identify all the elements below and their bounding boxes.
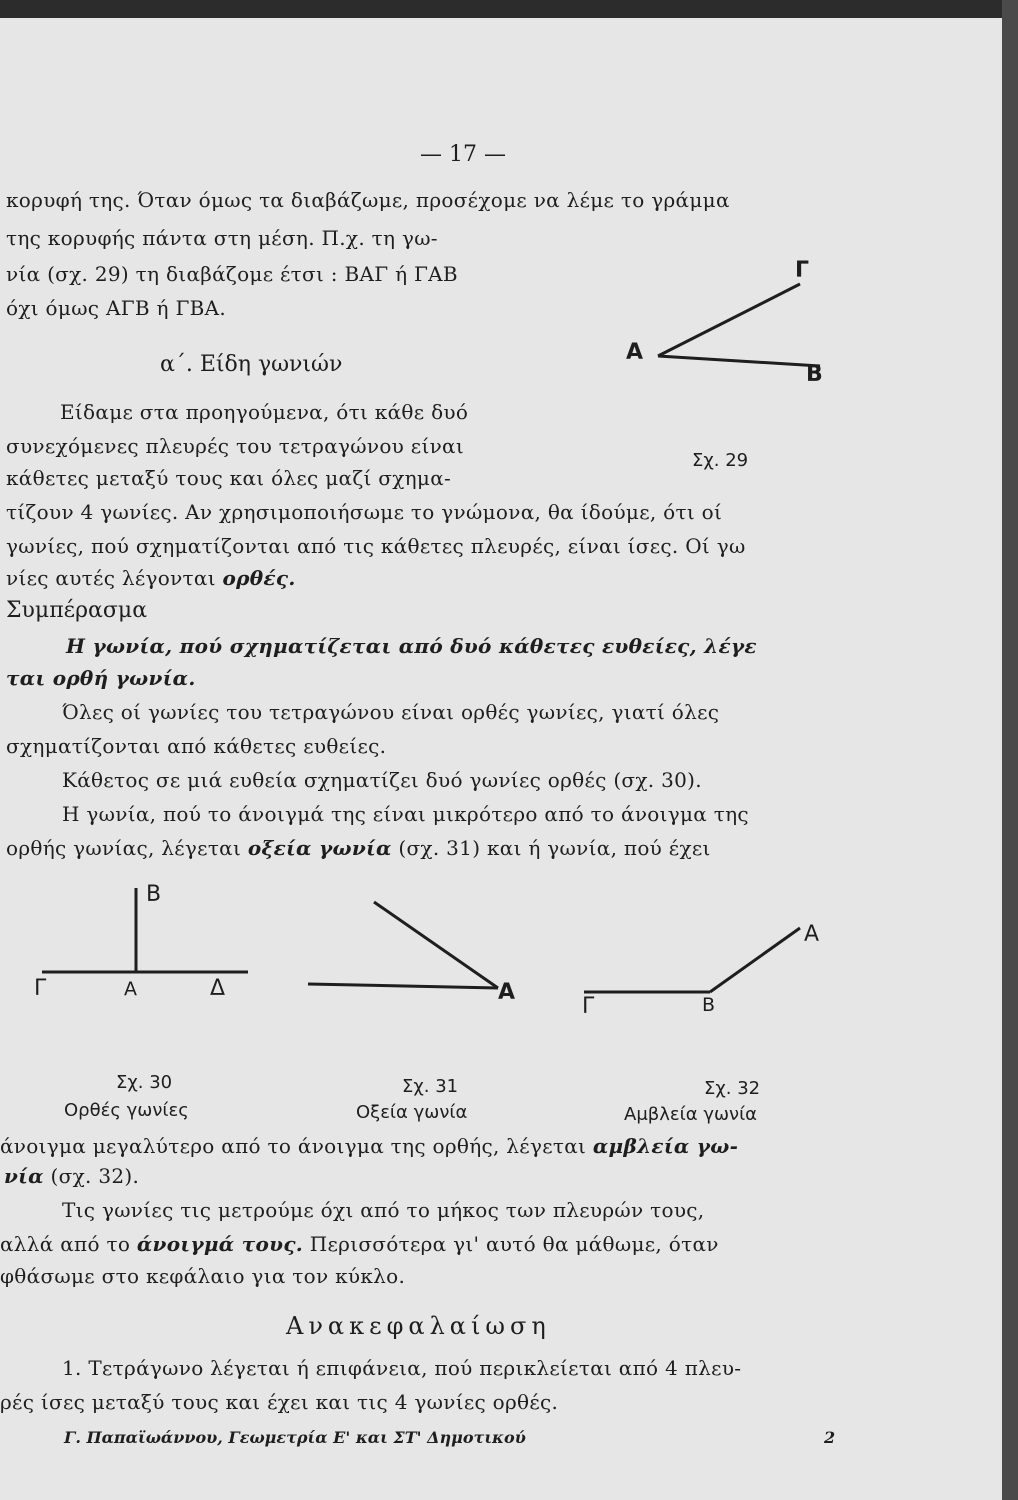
fig32-label-alpha: Α: [804, 922, 820, 947]
fig29-caption: Σχ. 29: [692, 450, 749, 471]
para4-line-2: [0, 1232, 719, 1256]
summary-heading: Ανακεφαλαίωση: [286, 1312, 551, 1340]
para3-line-2-text: (σχ. 32).: [50, 1164, 140, 1188]
fig30-label-beta: Β: [146, 882, 162, 907]
para2-line-5-text: ορθής γωνίας, λέγεται: [6, 836, 242, 860]
fig32-caption: Σχ. 32: [704, 1078, 761, 1099]
footer-signature-number: 2: [824, 1428, 836, 1447]
fig31-caption: Σχ. 31: [402, 1076, 459, 1097]
fig29-label-alpha: Α: [626, 340, 644, 365]
fig32-side-2: [710, 928, 800, 992]
fig30-label-delta: Δ: [210, 976, 226, 1001]
conclusion-heading: Συμπέρασμα: [6, 598, 148, 623]
para2-line-1: Όλες οί γωνίες του τετραγώνου είναι ορθές γωνίες, γιατί όλες: [62, 700, 720, 724]
para4-line-2-tail: Περισσότερα γι' αυτό θα μάθωμε, όταν: [309, 1232, 719, 1256]
footer-book-title: Γ. Παπαϊωάννου, Γεωμετρία Ε' και ΣΤ' Δημοτικού: [64, 1428, 526, 1447]
section-title: α΄. Είδη γωνιών: [160, 352, 343, 377]
page-number: — 17 —: [420, 142, 506, 167]
term-oxeia: οξεία γωνία: [247, 836, 392, 860]
summary-line-1: 1. Τετράγωνο λέγεται ή επιφάνεια, πού περικλείεται από 4 πλευ-: [62, 1356, 742, 1380]
para3-line-1-text: άνοιγμα μεγαλύτερο από το άνοιγμα της ορθής, λέγεται: [0, 1134, 587, 1158]
term-orthes: ορθές.: [222, 566, 296, 590]
conclusion-line-2: ται ορθή γωνία.: [6, 666, 196, 690]
para1-line-6-text: νίες αυτές λέγονται: [6, 566, 216, 590]
para1-line-3: κάθετες μεταξύ τους και όλες μαζί σχημα-: [6, 466, 452, 490]
para3-line-2: [4, 1164, 139, 1188]
para4-line-1: Τις γωνίες τις μετρούμε όχι από το μήκος των πλευρών τους,: [62, 1198, 705, 1222]
term-amvleia-end: νία: [4, 1164, 44, 1188]
para1-line-2: συνεχόμενες πλευρές του τετραγώνου είναι: [6, 434, 465, 458]
fig30-subcaption: Ορθές γωνίες: [64, 1100, 189, 1121]
fig29-label-gamma: Γ: [795, 258, 810, 283]
para2-line-3: Κάθετος σε μιά ευθεία σχηματίζει δυό γωνίες ορθές (σχ. 30).: [62, 768, 702, 792]
fig32-label-beta: Β: [702, 994, 716, 1016]
fig31-side-1: [308, 984, 498, 988]
fig30-caption: Σχ. 30: [116, 1072, 173, 1093]
fig32-label-gamma: Γ: [582, 994, 595, 1019]
fig30-label-gamma: Γ: [34, 976, 47, 1001]
fig30-label-alpha: Α: [124, 978, 137, 1000]
intro-line-4: όχι όμως ΑΓΒ ή ΓΒΑ.: [6, 296, 227, 320]
para1-line-1: Είδαμε στα προηγούμενα, ότι κάθε δυό: [60, 400, 469, 424]
para1-line-5: γωνίες, πού σχηματίζονται από τις κάθετες πλευρές, είναι ίσες. Οί γω: [6, 534, 746, 558]
para2-line-5-tail: (σχ. 31) και ή γωνία, πού έχει: [398, 836, 711, 860]
term-anoigma: άνοιγμά τους.: [136, 1232, 304, 1256]
para1-line-4: τίζουν 4 γωνίες. Αν χρησιμοποιήσωμε το γνώμονα, θα ίδούμε, ότι οί: [6, 500, 723, 524]
fig31-subcaption: Οξεία γωνία: [356, 1102, 468, 1123]
para3-line-1: [0, 1134, 738, 1158]
conclusion-line-1: Η γωνία, πού σχηματίζεται από δυό κάθετες ευθείες, λέγε: [66, 634, 757, 658]
para2-line-2: σχηματίζονται από κάθετες ευθείες.: [6, 734, 387, 758]
fig31-label-alpha: Α: [498, 980, 516, 1005]
term-amvleia: αμβλεία γω-: [592, 1134, 739, 1158]
para4-line-2-text: αλλά από το: [0, 1232, 131, 1256]
summary-line-2: ρές ίσες μεταξύ τους και έχει και τις 4 γωνίες ορθές.: [0, 1390, 559, 1414]
para2-line-4: Η γωνία, πού το άνοιγμά της είναι μικρότερο από το άνοιγμα της: [62, 802, 749, 826]
intro-line-2: της κορυφής πάντα στη μέση. Π.χ. τη γω-: [6, 226, 438, 250]
fig32-subcaption: Αμβλεία γωνία: [624, 1104, 758, 1125]
fig29-label-beta: Β: [806, 362, 823, 387]
intro-line-3: νία (σχ. 29) τη διαβάζομε έτσι : ΒΑΓ ή ΓΑΒ: [6, 262, 458, 286]
para4-line-3: φθάσωμε στο κεφάλαιο για τον κύκλο.: [0, 1264, 406, 1288]
intro-line-1: κορυφή της. Όταν όμως τα διαβάζωμε, προσέχομε να λέμε το γράμμα: [6, 188, 730, 212]
fig31-side-2: [374, 902, 498, 988]
